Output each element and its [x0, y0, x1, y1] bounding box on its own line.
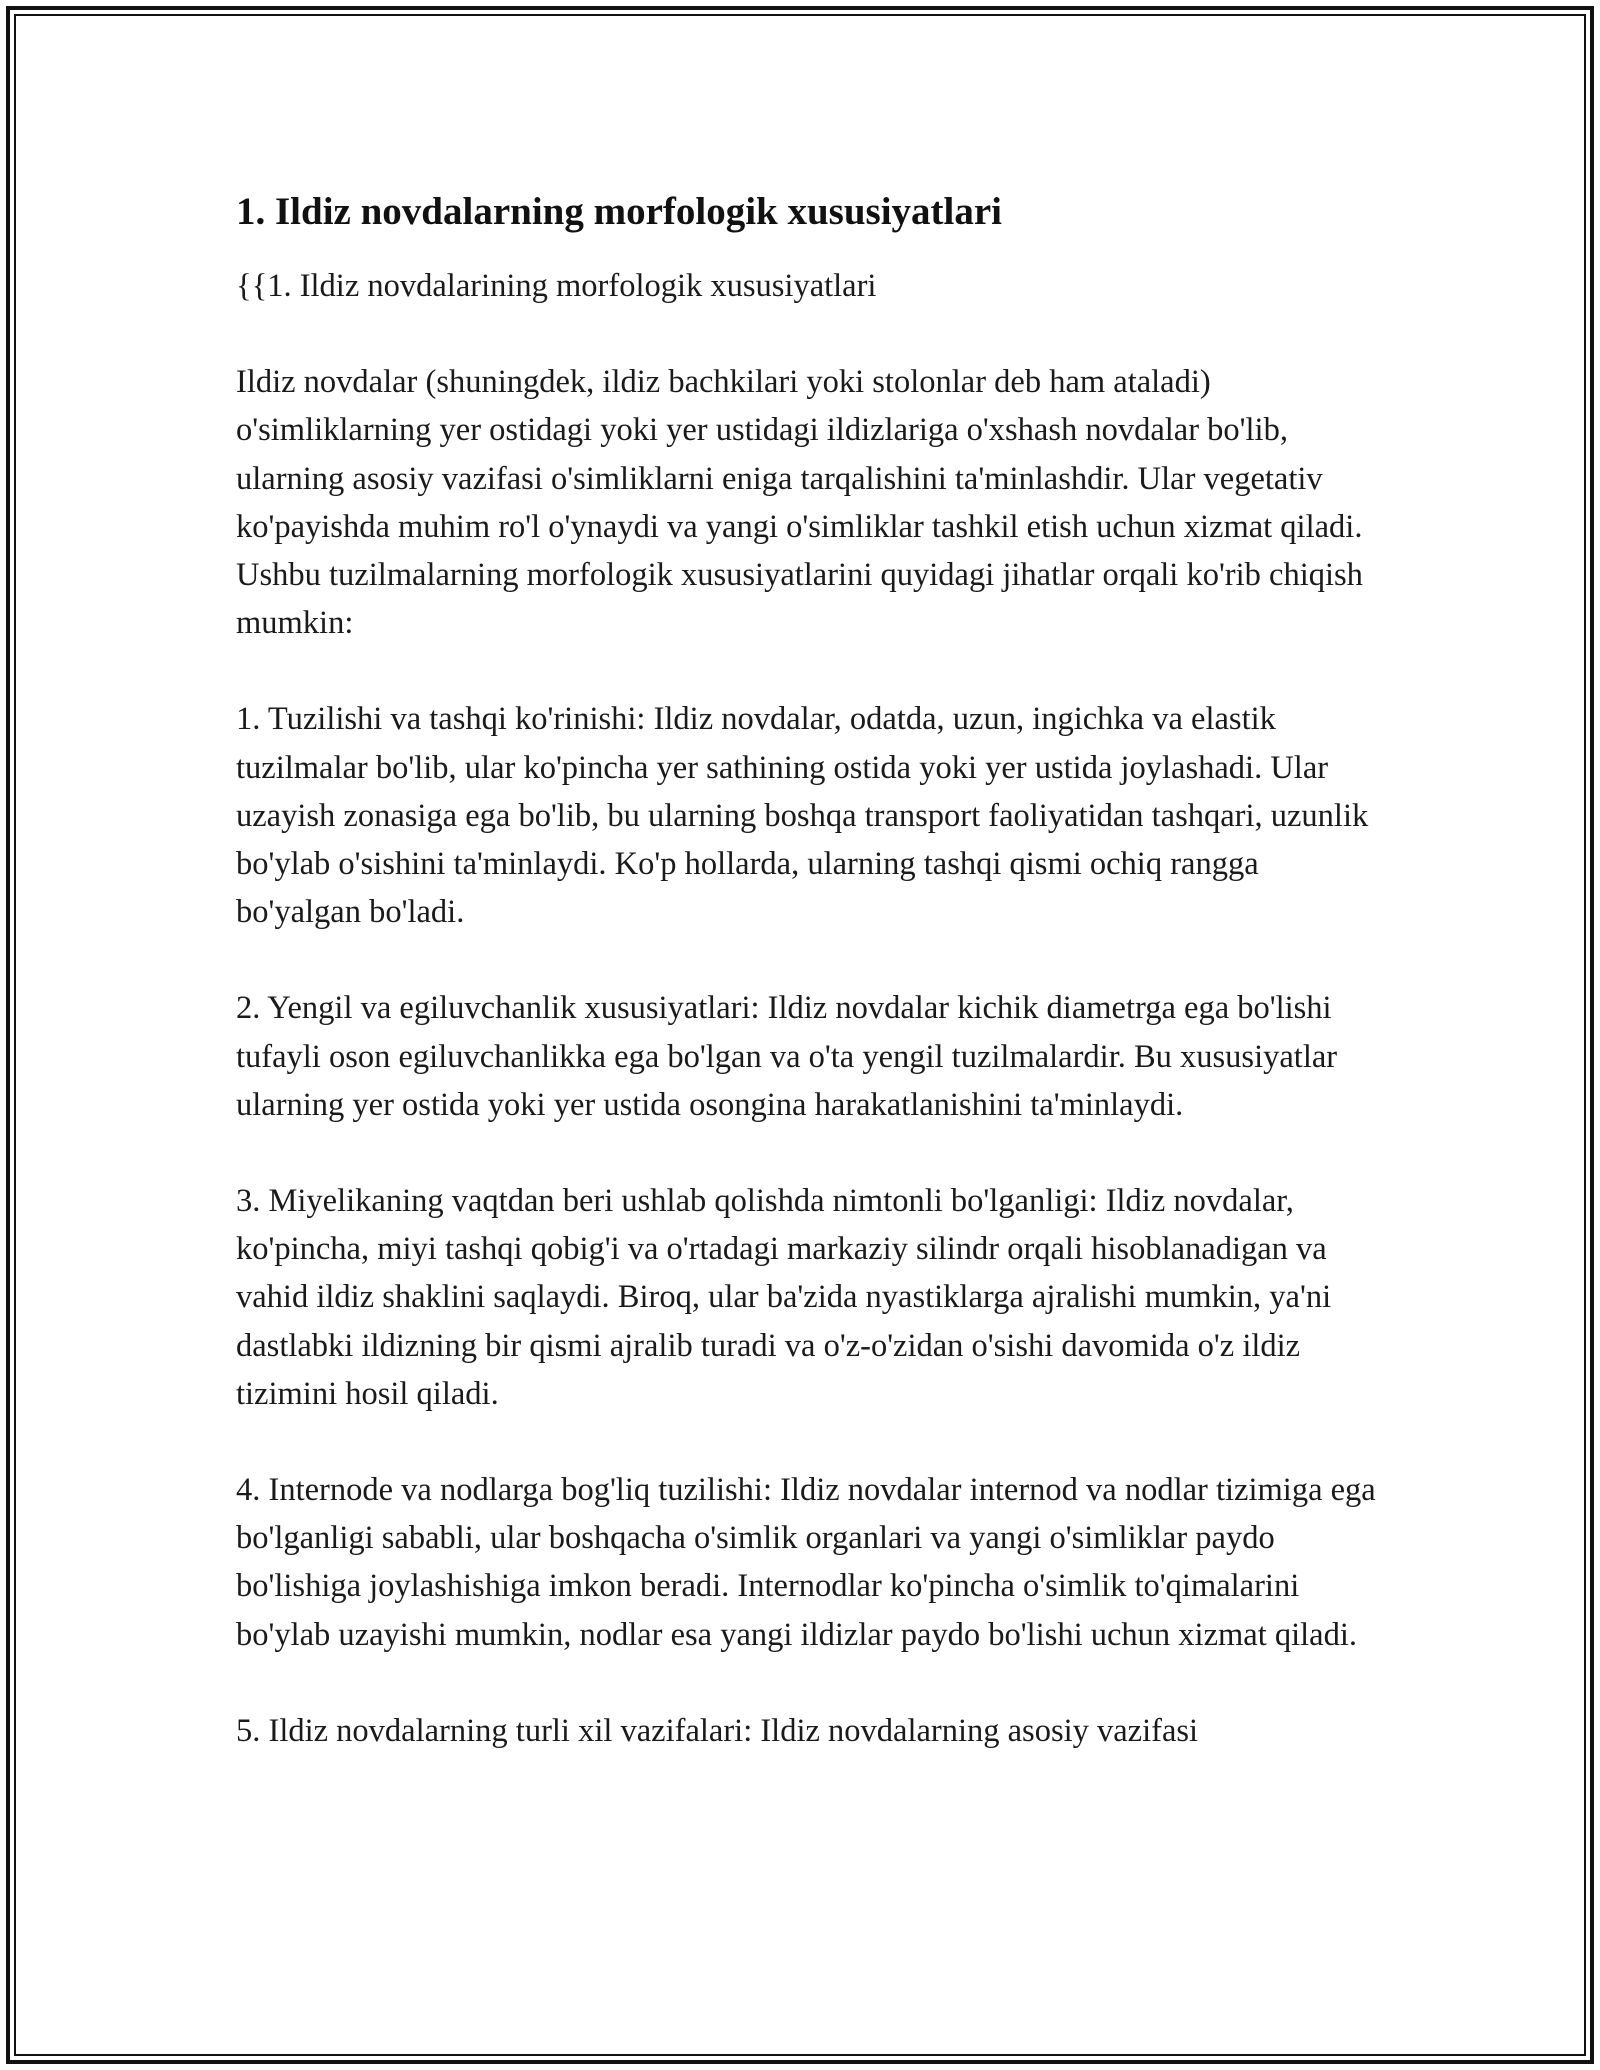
document-body: [236, 188, 1376, 1803]
paragraph-point-1: 1. Tuzilishi va tashqi ko'rinishi: Ildiz novdalar, odatda, uzun, ingichka va elastik tuzilmalar bo'lib, ular ko'pincha yer sathining ostida yoki yer ustida joylashadi. Ular uzayish zonasiga ega bo'lib, bu ularning boshqa transport faoliyatidan tashqari, uzunlik bo'ylab o'sishini ta'minlaydi. Ko'p hollarda, ularning tashqi qismi ochiq rangga bo'yalgan bo'ladi.: [236, 701, 1369, 931]
paragraph-intro: Ildiz novdalar (shuningdek, ildiz bachkilari yoki stolonlar deb ham ataladi) o'simliklarning yer ostidagi yoki yer ustidagi ildizlariga o'xshash novdalar bo'lib, ularning asosiy vazifasi o'simliklarni eniga tarqalishini ta'minlashdir. Ular vegetativ ko'payishda muhim ro'l o'ynaydi va yangi o'simliklar tashkil etish uchun xizmat qiladi. Ushbu tuzilmalarning morfologik xususiyatlarini quyidagi jihatlar orqali ko'rib chiqish mumkin:: [236, 364, 1363, 642]
paragraph-point-3: 3. Miyelikaning vaqtdan beri ushlab qolishda nimtonli bo'lganligi: Ildiz novdalar, ko'pincha, miyi tashqi qobig'i va o'rtadagi markaziy silindr orqali hisoblanadigan va vahid ildiz shaklini saqlaydi. Biroq, ular ba'zida nyastiklarga ajralishi mumkin, ya'ni dastlabki ildizning bir qismi ajralib turadi va o'z-o'zidan o'sishi davomida o'z ildiz tizimini hosil qiladi.: [236, 1183, 1332, 1412]
paragraph-heading-echo: {{1. Ildiz novdalarining morfologik xususiyatlari: [236, 268, 877, 304]
document-title: 1. Ildiz novdalarning morfologik xususiyatlari: [236, 190, 1003, 233]
paragraph-point-2: 2. Yengil va egiluvchanlik xususiyatlari: Ildiz novdalar kichik diametrga ega bo'lishi tufayli oson egiluvchanlikka ega bo'lgan va o'ta yengil tuzilmalardir. Bu xususiyatlar ularning yer ostida yoki yer ustida osongina harakatlanishini ta'minlaydi.: [236, 990, 1338, 1123]
paragraph-point-5: 5. Ildiz novdalarning turli xil vazifalari: Ildiz novdalarning asosiy vazifasi: [236, 1712, 1199, 1749]
paragraph-point-4: 4. Internode va nodlarga bog'liq tuzilishi: Ildiz novdalar internod va nodlar tizimiga ega bo'lganligi sababli, ular boshqacha o'simlik organlari va yangi o'simliklar paydo bo'lishiga joylashishiga imkon beradi. Internodlar ko'pincha o'simlik to'qimalarini bo'ylab uzayishi mumkin, nodlar esa yangi ildizlar paydo bo'lishi uchun xizmat qiladi.: [236, 1472, 1376, 1653]
